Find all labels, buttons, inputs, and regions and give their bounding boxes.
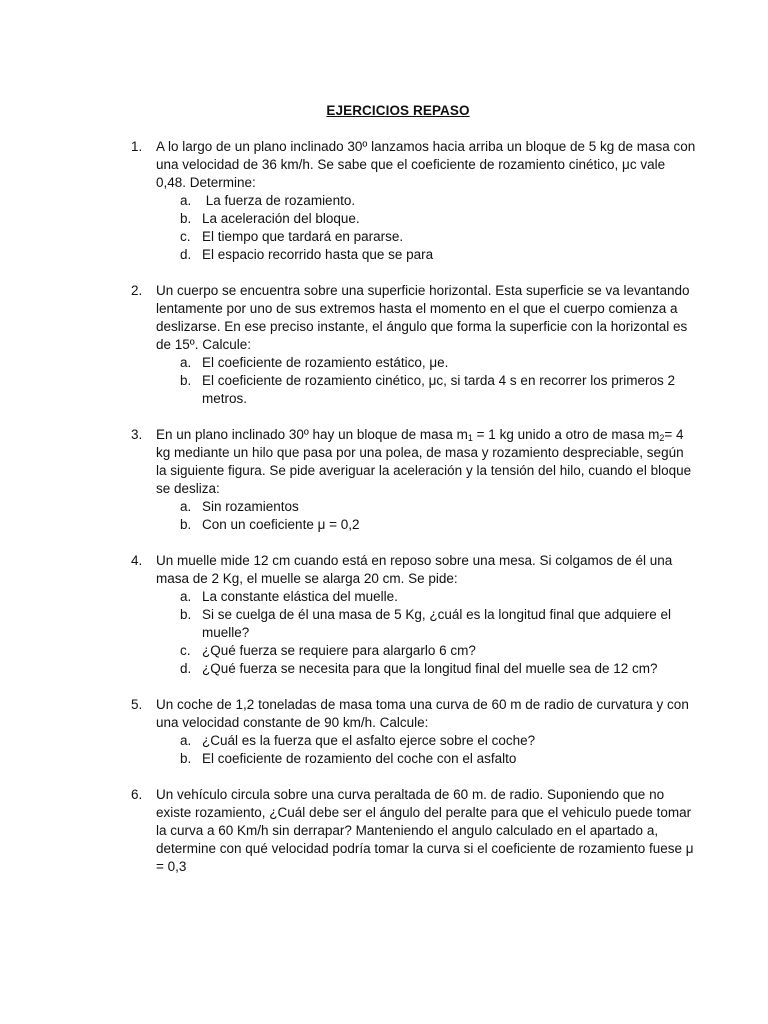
sub-question-letter: a. [180,589,192,604]
sub-question-text: La aceleración del bloque. [202,211,360,226]
exercise-statement: A lo largo de un plano inclinado 30º lanzamos hacia arriba un bloque de 5 kg de masa con una velocidad de 36 km/h. Se sabe que el coeficiente de rozamiento cinético, μc vale 0,48. Determine: [156,139,696,190]
exercise-number: 3. [131,427,143,442]
statement-part: = 4 kg mediante un hilo que pasa por una polea, de masa y rozamiento despreciable, según la siguiente figura. Se pide averiguar la aceleración y la tensión del hilo, cuando el bloque se desliza: [156,427,692,496]
sub-question-1b [0,210,768,228]
sub-question-letter: b. [180,517,192,532]
subscript-index: 2 [659,433,665,443]
exercise-list [0,138,768,894]
sub-question-text: El coeficiente de rozamiento cinético, μc, si tarda 4 s en recorrer los primeros 2 metros. [202,373,675,406]
sub-question-1d [0,246,768,264]
sub-question-letter: c. [180,643,191,658]
sub-question-3a [0,498,768,516]
exercise-number: 6. [131,787,143,802]
sub-question-letter: b. [180,751,192,766]
sub-question-text: El coeficiente de rozamiento estático, μe. [202,355,449,370]
sub-question-text: El tiempo que tardará en pararse. [202,229,404,244]
sub-question-4d [0,660,768,678]
sub-question-5a [0,732,768,750]
sub-question-letter: b. [180,373,192,388]
sub-question-letter: b. [180,211,192,226]
exercise-number: 2. [131,283,143,298]
sub-question-list [0,732,768,768]
sub-question-list [0,354,768,408]
exercise-1 [0,138,768,264]
exercise-statement [156,426,696,498]
sub-question-text: ¿Qué fuerza se requiere para alargarlo 6 cm? [202,643,476,658]
exercise-statement: Un coche de 1,2 toneladas de masa toma una curva de 60 m de radio de curvatura y con una velocidad constante de 90 km/h. Calcule: [156,697,689,730]
exercise-number: 5. [131,697,143,712]
exercise-3 [0,426,768,534]
sub-question-text: ¿Qué fuerza se necesita para que la longitud final del muelle sea de 12 cm? [202,661,658,676]
sub-question-text: ¿Cuál es la fuerza que el asfalto ejerce sobre el coche? [202,733,536,748]
sub-question-text: Sin rozamientos [202,499,299,514]
document-title: EJERCICIOS REPASO [326,103,470,118]
exercise-number: 1. [131,139,143,154]
exercise-statement: Un cuerpo se encuentra sobre una superficie horizontal. Esta superficie se va levantando lentamente por uno de sus extremos hasta el momento en el que el cuerpo comienza a deslizarse. En ese preciso instante, el ángulo que forma la superficie con la horizontal es de 15º. Calcule: [156,283,690,352]
subscript-index: 1 [467,433,473,443]
sub-question-1a [0,192,768,210]
sub-question-list [0,192,768,264]
sub-question-list [0,498,768,534]
sub-question-letter: b. [180,607,192,622]
sub-question-1c [0,228,768,246]
sub-question-letter: a. [180,733,192,748]
exercise-statement: Un muelle mide 12 cm cuando está en reposo sobre una mesa. Si colgamos de él una masa de 2 Kg, el muelle se alarga 20 cm. Se pide: [156,553,673,586]
sub-question-letter: a. [180,193,192,208]
statement-part: = 1 kg unido a otro de masa m [472,427,660,442]
sub-question-5b [0,750,768,768]
sub-question-text: La constante elástica del muelle. [202,589,398,604]
sub-question-text: El espacio recorrido hasta que se para [202,247,434,262]
sub-question-letter: a. [180,355,192,370]
sub-question-letter: d. [180,247,192,262]
sub-question-text: La fuerza de rozamiento. [202,193,356,208]
exercise-statement: Un vehículo circula sobre una curva peraltada de 60 m. de radio. Suponiendo que no existe rozamiento, ¿Cuál debe ser el ángulo del peralte para que el vehiculo puede tomar la curva a 60 Km/h sin derrapar? Manteniendo el angulo calculado en el apartado a, determine con qué velocidad podría tomar la curva si el coeficiente de rozamiento fuese μ = 0,3 [156,787,694,874]
exercise-5 [0,696,768,768]
sub-question-text: Con un coeficiente μ = 0,2 [202,517,360,532]
exercise-number: 4. [131,553,143,568]
sub-question-2a [0,354,768,372]
exercise-4 [0,552,768,678]
sub-question-list [0,588,768,678]
sub-question-4b [0,606,768,642]
sub-question-2b [0,372,768,408]
sub-question-4a [0,588,768,606]
sub-question-text: Si se cuelga de él una masa de 5 Kg, ¿cuál es la longitud final que adquiere el muelle? [202,607,672,640]
sub-question-3b [0,516,768,534]
statement-part: En un plano inclinado 30º hay un bloque de masa m [156,427,468,442]
sub-question-letter: c. [180,229,191,244]
sub-question-letter: a. [180,499,192,514]
sub-question-text: El coeficiente de rozamiento del coche con el asfalto [202,751,517,766]
sub-question-letter: d. [180,661,192,676]
exercise-2 [0,282,768,408]
exercise-6 [0,786,768,876]
sub-question-4c [0,642,768,660]
